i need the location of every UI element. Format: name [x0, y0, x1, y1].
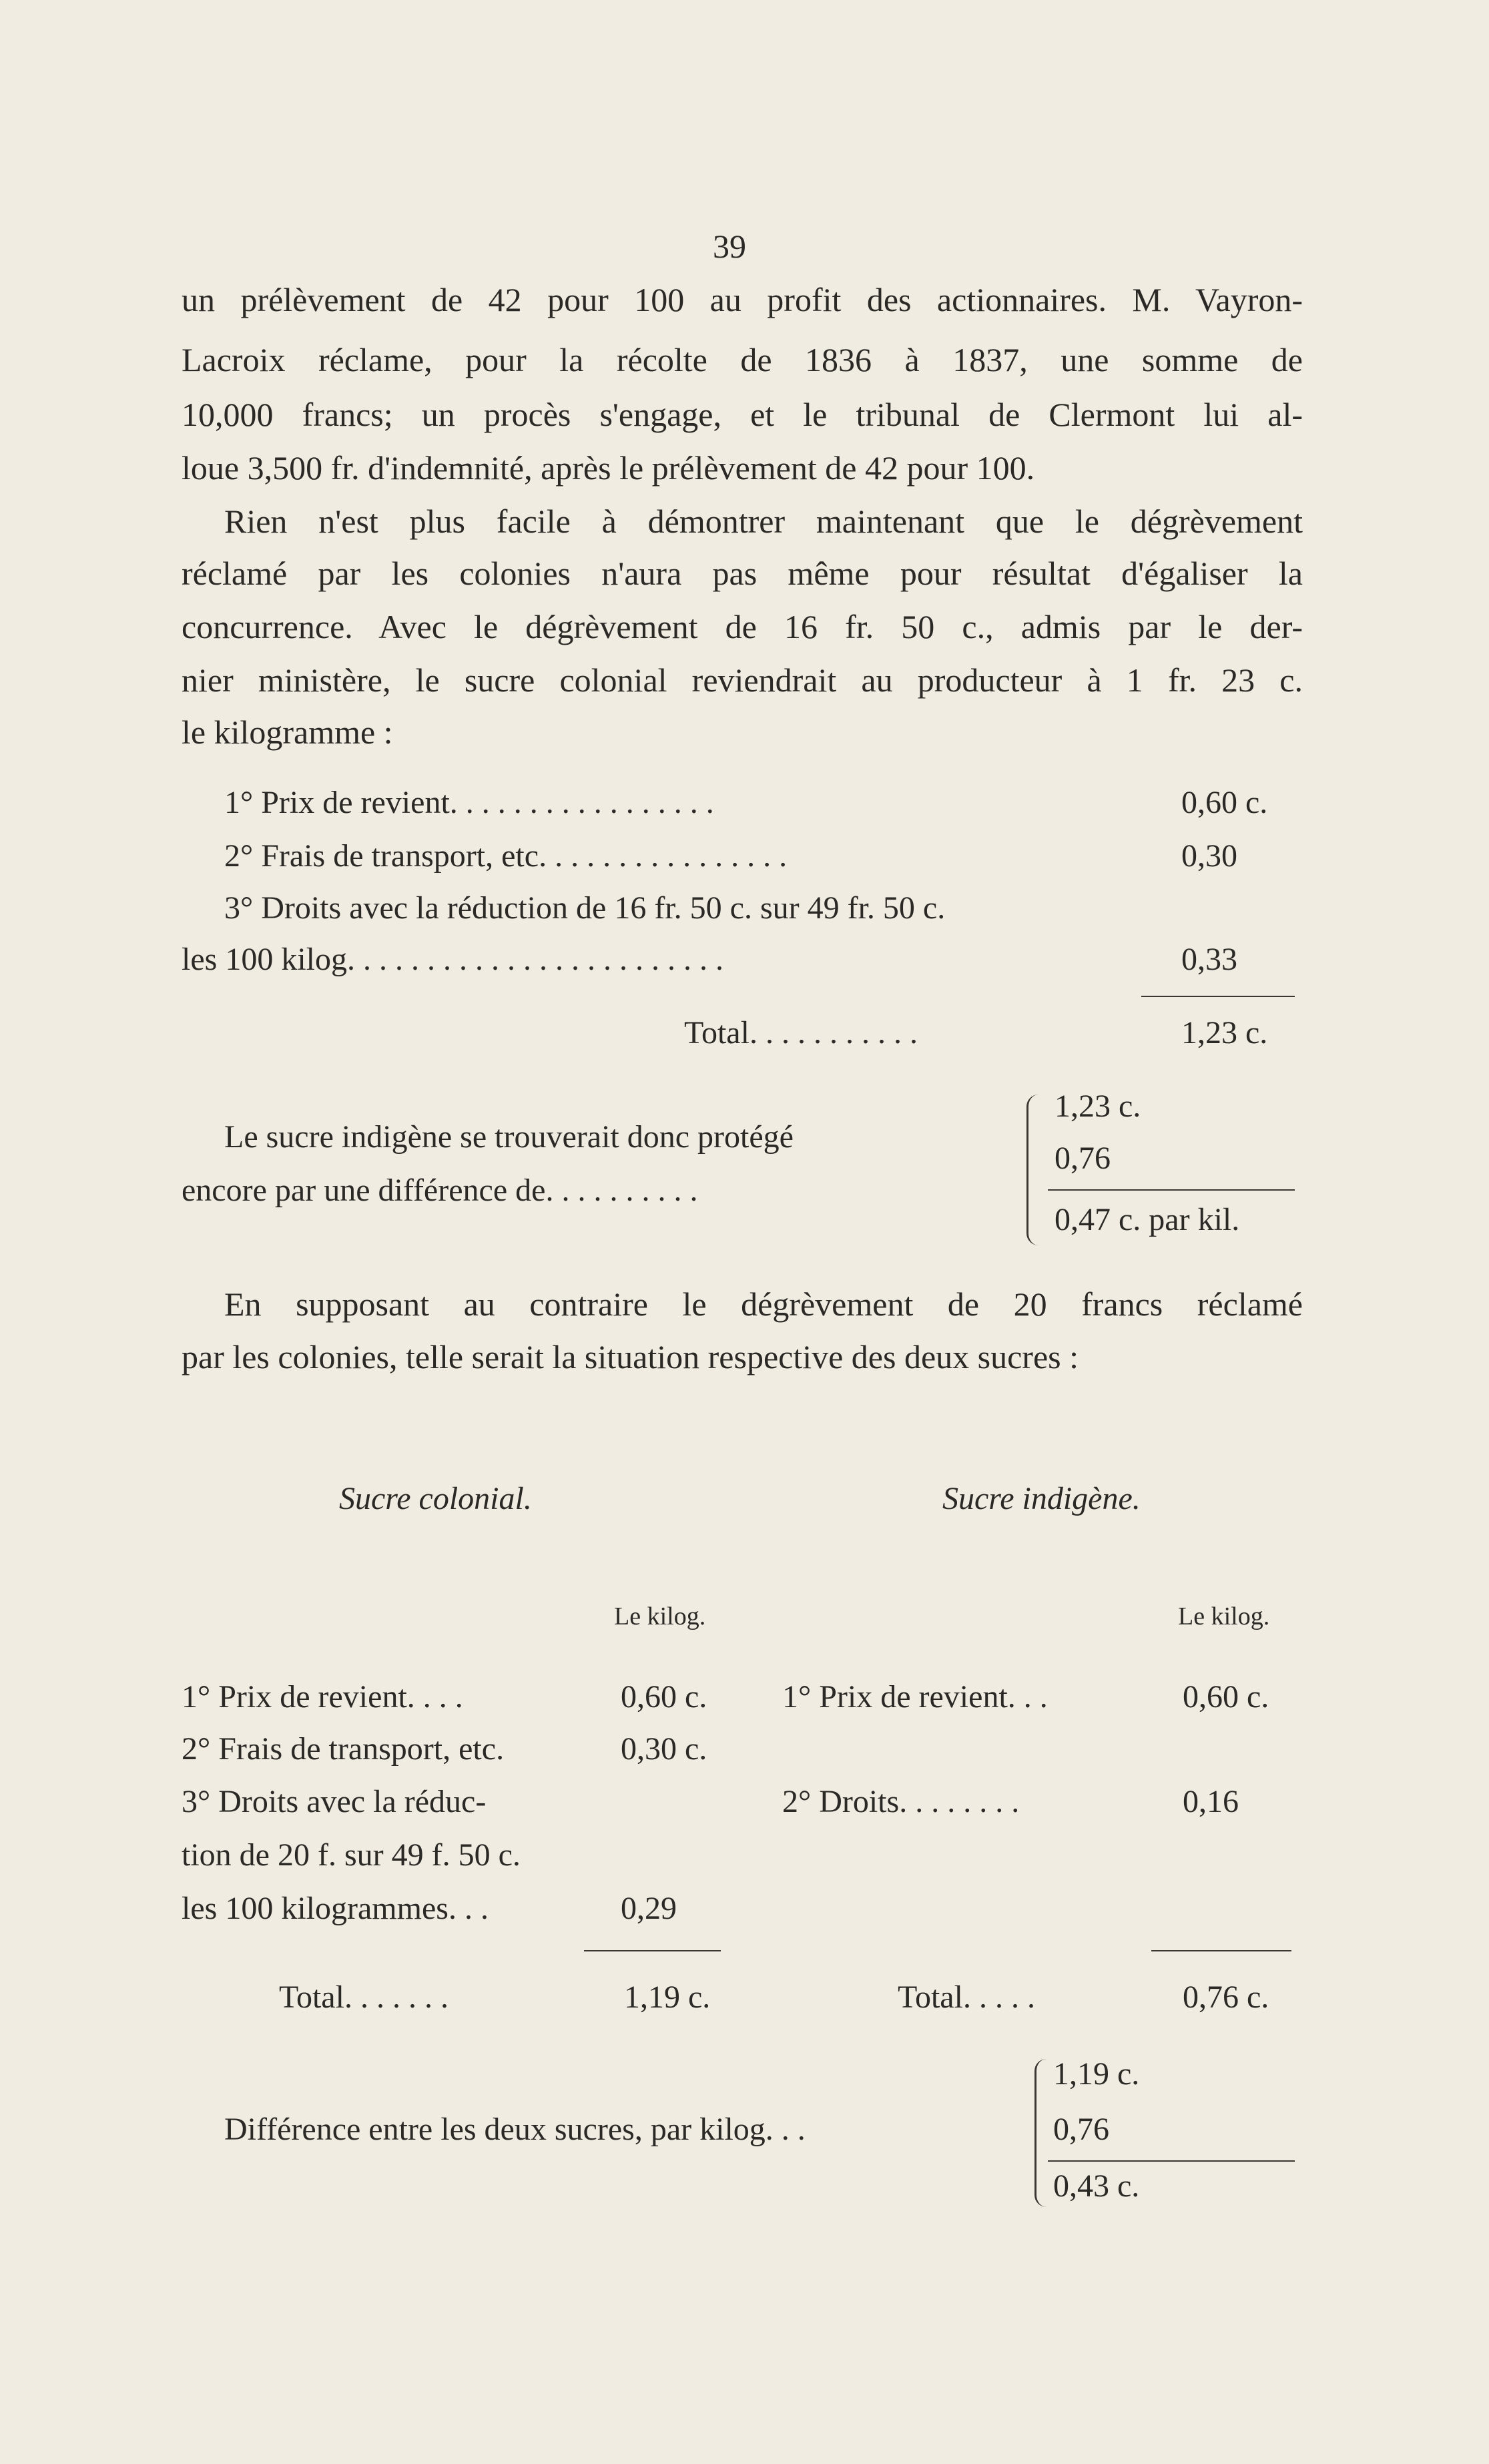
indigene-total-value: 0,76 c. [1183, 1979, 1269, 2015]
cost-item-2-label: 2° Frais de transport, etc. . . . . . . . . . . . . . . . [224, 838, 788, 874]
difference-rule [1048, 1189, 1295, 1191]
difference-text-line: Le sucre indigène se trouverait donc protégé [224, 1119, 794, 1155]
paragraph-line: par les colonies, telle serait la situation respective des deux sucres : [182, 1338, 1079, 1375]
colonial-row-1-label: 1° Prix de revient. . . . [182, 1679, 463, 1715]
page-number: 39 [713, 228, 746, 265]
colonial-row-2-value: 0,30 c. [621, 1731, 707, 1767]
colonial-row-1-value: 0,60 c. [621, 1679, 707, 1715]
cost-item-3-label: 3° Droits avec la réduction de 16 fr. 50 c. sur 49 fr. 50 c. [224, 890, 946, 926]
colonial-row-2-label: 2° Frais de transport, etc. [182, 1731, 505, 1767]
total-rule [1141, 996, 1295, 997]
colonial-total-label: Total. . . . . . . [279, 1979, 449, 2015]
paragraph-line: réclamé par les colonies n'aura pas même pour résultat d'égaliser la [182, 555, 1303, 592]
difference-2-value-1: 1,19 c. [1053, 2056, 1140, 2092]
difference-2-value-2: 0,76 [1053, 2112, 1109, 2147]
paragraph-line: loue 3,500 fr. d'indemnité, après le prélèvement de 42 pour 100. [182, 449, 1035, 487]
cost-item-3-continuation: les 100 kilog. . . . . . . . . . . . . . . . . . . . . . . . [182, 942, 723, 977]
paragraph-line: Rien n'est plus facile à démontrer maintenant que le dégrèvement [224, 503, 1303, 540]
indigene-heading: Sucre indigène. [942, 1481, 1141, 1516]
colonial-row-3-value: 0,29 [621, 1891, 677, 1926]
difference-2-rule [1048, 2160, 1295, 2162]
cost-item-3-value: 0,33 [1181, 942, 1237, 977]
indigene-row-1-value: 0,60 c. [1183, 1679, 1269, 1715]
cost-total-label: Total. . . . . . . . . . . [684, 1015, 918, 1050]
indigene-total-label: Total. . . . . [898, 1979, 1035, 2015]
paragraph-line: concurrence. Avec le dégrèvement de 16 fr. 50 c., admis par le der- [182, 608, 1303, 645]
difference-value-2: 0,76 [1055, 1141, 1111, 1176]
cost-item-1-value: 0,60 c. [1181, 785, 1268, 820]
cost-total-value: 1,23 c. [1181, 1015, 1268, 1050]
difference-2-label: Différence entre les deux sucres, par kilog. . . [224, 2112, 806, 2147]
difference-result: 0,47 c. par kil. [1055, 1202, 1240, 1237]
difference-2-result: 0,43 c. [1053, 2168, 1140, 2204]
brace [1026, 1095, 1040, 1245]
difference-value-1: 1,23 c. [1055, 1089, 1141, 1124]
indigene-row-2-value: 0,16 [1183, 1784, 1239, 1819]
cost-item-2-value: 0,30 [1181, 838, 1237, 874]
indigene-row-2-label: 2° Droits. . . . . . . . [782, 1784, 1020, 1819]
paragraph-line: nier ministère, le sucre colonial reviendrait au producteur à 1 fr. 23 c. [182, 661, 1303, 699]
paragraph-line: En supposant au contraire le dégrèvement de 20 francs réclamé [224, 1285, 1303, 1323]
indigene-row-1-label: 1° Prix de revient. . . [782, 1679, 1048, 1715]
colonial-row-3-label: les 100 kilogrammes. . . [182, 1891, 489, 1926]
paragraph-line: un prélèvement de 42 pour 100 au profit des actionnaires. M. Vayron- [182, 281, 1303, 318]
paragraph-line: Lacroix réclame, pour la récolte de 1836 à 1837, une somme de [182, 341, 1303, 378]
colonial-total-value: 1,19 c. [624, 1979, 711, 2015]
unit-label-right: Le kilog. [1178, 1602, 1270, 1630]
paragraph-line: 10,000 francs; un procès s'engage, et le tribunal de Clermont lui al- [182, 396, 1303, 433]
cost-item-1-label: 1° Prix de revient. . . . . . . . . . . . . . . . . [224, 785, 714, 820]
brace [1034, 2059, 1049, 2207]
unit-label-left: Le kilog. [614, 1602, 706, 1630]
difference-text-line: encore par une différence de. . . . . . . . . . [182, 1173, 698, 1208]
colonial-row-3-label: 3° Droits avec la réduc- [182, 1784, 487, 1819]
colonial-heading: Sucre colonial. [339, 1481, 532, 1516]
indigene-total-rule [1151, 1950, 1291, 1951]
colonial-row-3-label: tion de 20 f. sur 49 f. 50 c. [182, 1837, 521, 1873]
colonial-total-rule [584, 1950, 721, 1951]
paragraph-line: le kilogramme : [182, 713, 393, 751]
